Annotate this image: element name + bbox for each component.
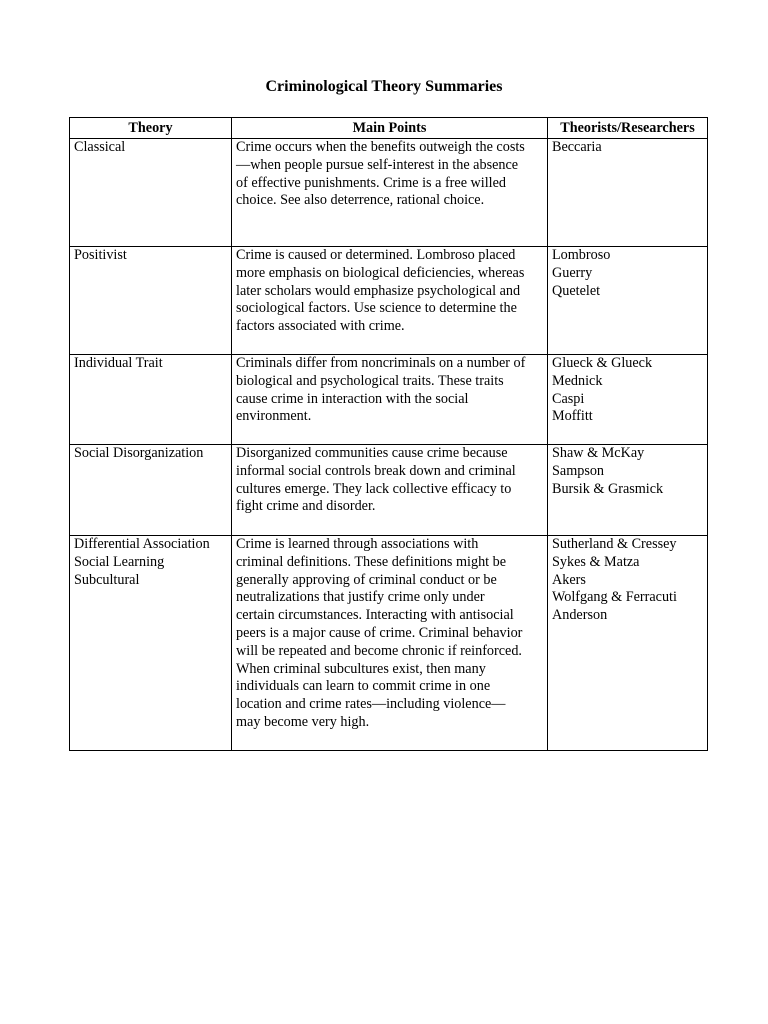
theorist-name: Moffitt <box>552 408 593 425</box>
theorist-name: Caspi <box>552 390 585 407</box>
table-row-positivist <box>70 247 708 355</box>
theorist-name: Mednick <box>552 372 603 389</box>
main-points-line: choice. See also deterrence, rational choice. <box>236 192 485 209</box>
theory-name: Individual Trait <box>74 355 163 371</box>
theorists-cell <box>548 355 708 445</box>
theory-name: Subcultural <box>74 571 140 588</box>
page-title: Criminological Theory Summaries <box>265 78 503 95</box>
main-points-line: informal social controls break down and criminal <box>236 462 516 479</box>
main-points-line: fight crime and disorder. <box>236 498 376 515</box>
header-theory: Theory <box>70 118 232 139</box>
main-points-line: peers is a major cause of crime. Criminal behavior <box>236 624 523 641</box>
main-points-line: location and crime rates—including violence— <box>236 696 506 713</box>
theorist-name: Bursik & Grasmick <box>552 480 664 497</box>
theory-name: Classical <box>74 139 126 155</box>
table-header-row <box>70 118 708 139</box>
theorist-name: Shaw & McKay <box>552 445 645 461</box>
main-points-line: generally approving of criminal conduct or be <box>236 571 497 588</box>
theorist-name: Sutherland & Cressey <box>552 536 677 552</box>
theory-name: Social Disorganization <box>74 445 204 461</box>
main-points-line: cause crime in interaction with the social <box>236 390 469 407</box>
theory-summary-table <box>69 117 708 751</box>
theorists-cell <box>548 139 708 247</box>
theorist-name: Lombroso <box>552 247 611 263</box>
theorist-name: Glueck & Glueck <box>552 355 653 371</box>
theorists-cell <box>548 536 708 751</box>
main-points-line: Disorganized communities cause crime because <box>236 445 508 461</box>
main-points-line: environment. <box>236 408 312 425</box>
main-points-line: later scholars would emphasize psychological and <box>236 282 521 299</box>
theorist-name: Anderson <box>552 607 608 624</box>
main-points-line: may become very high. <box>236 713 370 730</box>
theory-cell <box>70 355 232 445</box>
main-points-cell <box>232 536 548 751</box>
main-points-line: biological and psychological traits. These traits <box>236 372 504 389</box>
main-points-line: cultures emerge. They lack collective efficacy to <box>236 480 512 497</box>
main-points-line: more emphasis on biological deficiencies, whereas <box>236 264 525 281</box>
theorists-cell <box>548 247 708 355</box>
main-points-line: sociological factors. Use science to determine the <box>236 300 517 317</box>
main-points-line: certain circumstances. Interacting with antisocial <box>236 607 514 624</box>
main-points-line: factors associated with crime. <box>236 318 405 335</box>
theorist-name: Akers <box>552 571 586 588</box>
main-points-line: of effective punishments. Crime is a free willed <box>236 174 507 191</box>
main-points-line: individuals can learn to commit crime in one <box>236 678 491 695</box>
main-points-line: Crime occurs when the benefits outweigh the costs <box>236 139 525 155</box>
table-row-individual-trait <box>70 355 708 445</box>
main-points-line: Crime is caused or determined. Lombroso placed <box>236 247 516 263</box>
main-points-line: criminal definitions. These definitions might be <box>236 553 507 570</box>
table-row-differential-association <box>70 536 708 751</box>
main-points-line: —when people pursue self-interest in the absence <box>236 156 519 173</box>
table-row-classical <box>70 139 708 247</box>
theorist-name: Sampson <box>552 462 605 479</box>
main-points-cell <box>232 445 548 536</box>
theorist-name: Sykes & Matza <box>552 553 640 570</box>
main-points-cell <box>232 247 548 355</box>
theorist-name: Wolfgang & Ferracuti <box>552 589 677 606</box>
theory-name: Differential Association <box>74 536 210 552</box>
theory-name: Social Learning <box>74 553 165 570</box>
theory-name: Positivist <box>74 247 127 263</box>
theory-cell <box>70 445 232 536</box>
theory-cell <box>70 247 232 355</box>
main-points-cell <box>232 355 548 445</box>
table-row-social-disorganization <box>70 445 708 536</box>
theorist-name: Quetelet <box>552 282 601 299</box>
theory-cell <box>70 139 232 247</box>
theory-cell <box>70 536 232 751</box>
main-points-line: When criminal subcultures exist, then many <box>236 660 486 677</box>
header-main-points: Main Points <box>232 118 548 139</box>
main-points-line: will be repeated and become chronic if reinforced. <box>236 642 522 659</box>
header-theorists: Theorists/Researchers <box>548 118 708 139</box>
theorist-name: Beccaria <box>552 139 602 155</box>
main-points-line: neutralizations that justify crime only under <box>236 589 485 606</box>
theorists-cell <box>548 445 708 536</box>
main-points-line: Crime is learned through associations with <box>236 536 479 552</box>
main-points-cell <box>232 139 548 247</box>
theorist-name: Guerry <box>552 264 593 281</box>
main-points-line: Criminals differ from noncriminals on a number of <box>236 355 526 371</box>
